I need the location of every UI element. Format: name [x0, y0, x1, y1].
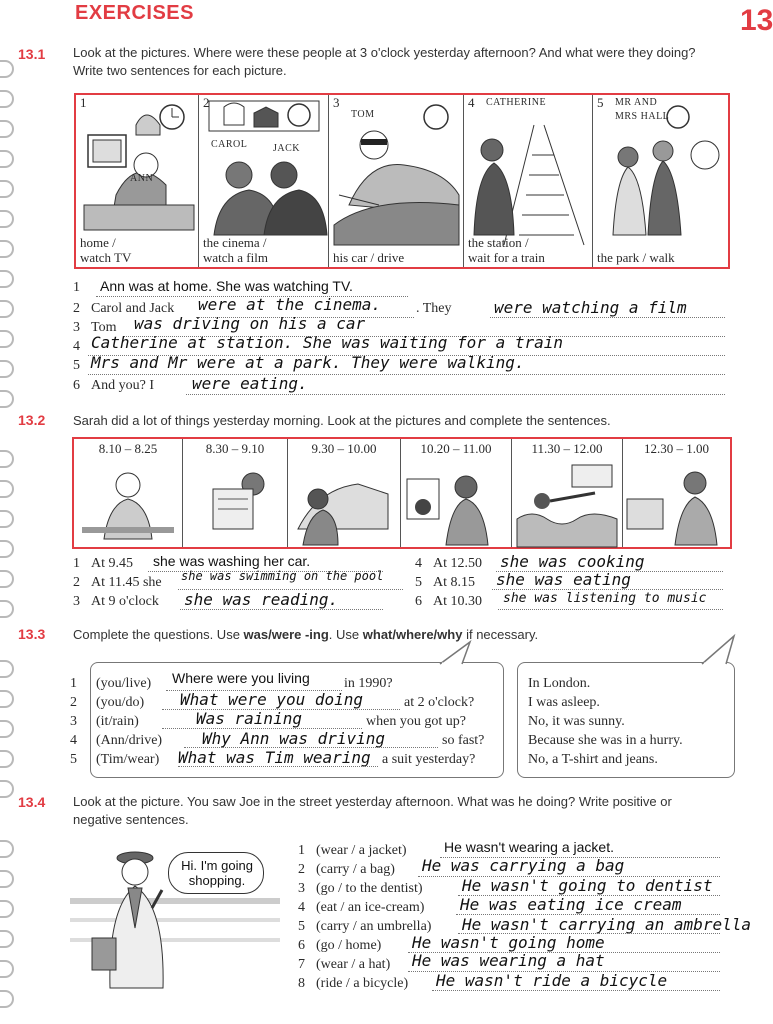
line-number: 4 — [298, 900, 305, 915]
reply-text: Because she was in a hurry. — [528, 733, 683, 748]
panel-caption: his car / drive — [333, 250, 405, 265]
panel-person-name: CATHERINE — [486, 97, 547, 108]
panel-person-name: TOM — [351, 109, 375, 120]
time-label: 10.20 – 11.00 — [420, 441, 492, 456]
line-number: 3 — [298, 881, 305, 896]
reply-text: I was asleep. — [528, 695, 600, 710]
panel-time-5 — [512, 439, 623, 547]
time-label: 9.30 – 10.00 — [311, 441, 377, 456]
cue-text: (carry / an umbrella) — [316, 919, 432, 934]
panel-time-4 — [401, 439, 512, 547]
line-number: 4 — [415, 556, 422, 571]
cue-text: (go / to the dentist) — [316, 881, 423, 896]
answer-text[interactable]: He wasn't ride a bicycle — [436, 971, 668, 990]
answer-text[interactable]: He was carrying a bag — [422, 856, 625, 875]
cue-text: (wear / a jacket) — [316, 843, 407, 858]
line-number: 7 — [298, 957, 305, 972]
line-number: 2 — [73, 301, 80, 316]
panel-station — [464, 95, 593, 267]
answer-text[interactable]: she was swimming on the pool — [181, 569, 384, 583]
panel-home — [76, 95, 199, 267]
example-answer: He wasn't wearing a jacket. — [444, 839, 614, 855]
panel-person-name: ANN — [130, 173, 154, 184]
question-end: at 2 o'clock? — [404, 695, 475, 710]
line-prompt: At 12.50 — [433, 556, 482, 571]
cue-text: (Ann/drive) — [96, 733, 163, 748]
page-heading: EXERCISES — [75, 2, 194, 24]
answer-text[interactable]: were eating. — [192, 374, 308, 393]
line-number: 8 — [298, 976, 305, 991]
line-number: 1 — [298, 843, 305, 858]
line-number: 5 — [298, 919, 305, 934]
answer-text[interactable]: were at the cinema. — [198, 295, 382, 314]
answer-text[interactable]: she was listening to music — [503, 591, 707, 606]
cue-text: (ride / a bicycle) — [316, 976, 409, 991]
line-prompt: At 9.45 — [91, 556, 133, 571]
line-number: 4 — [73, 339, 80, 354]
section-number-13-3: 13.3 — [18, 626, 46, 642]
line-number: 1 — [73, 280, 80, 295]
line-prompt: Tom — [91, 320, 117, 335]
time-label: 12.30 – 1.00 — [644, 441, 709, 456]
panel-caption: the cinema / watch a film — [203, 235, 268, 265]
answer-text[interactable]: was driving on his a car — [134, 314, 366, 333]
section-number-13-4: 13.4 — [18, 794, 46, 810]
cinema-illustration — [199, 95, 328, 235]
line-number: 1 — [70, 676, 77, 691]
question-end: when you got up? — [366, 714, 466, 729]
line-number: 6 — [415, 594, 422, 609]
reply-text: No, a T-shirt and jeans. — [528, 752, 658, 767]
example-answer: Where were you living — [172, 670, 310, 686]
panel-time-2 — [183, 439, 288, 547]
time-label: 8.10 – 8.25 — [98, 441, 158, 456]
speech-text: Hi. I'm going shopping. — [181, 858, 253, 888]
answer-text[interactable]: Why Ann was driving — [202, 729, 386, 748]
line-number: 2 — [298, 862, 305, 877]
time-label: 8.30 – 9.10 — [205, 441, 265, 456]
line-prompt: At 10.30 — [433, 594, 482, 609]
panel-number: 3 — [333, 95, 340, 110]
panel-caption: the station / wait for a train — [468, 235, 545, 265]
question-end: so fast? — [442, 733, 485, 748]
instruction-13-2: Sarah did a lot of things yesterday morning. Look at the pictures and complete the sentences. — [73, 413, 611, 428]
instruction-13-3: Complete the questions. Use was/were -ing. Use what/where/why if necessary. — [73, 627, 539, 642]
cue-text: (Tim/wear) — [96, 752, 160, 767]
line-number: 6 — [73, 378, 80, 393]
line-number: 4 — [70, 733, 77, 748]
cue-text: (go / home) — [316, 938, 382, 953]
answer-text[interactable]: He wasn't going to dentist — [462, 876, 713, 895]
panel-person-name: CAROL — [211, 139, 248, 150]
cue-text: (wear / a hat) — [316, 957, 391, 972]
cue-text: (eat / an ice-cream) — [316, 900, 425, 915]
section-number-13-1: 13.1 — [18, 46, 46, 62]
line-number: 3 — [73, 594, 80, 609]
example-answer: she was washing her car. — [153, 553, 311, 569]
panel-number: 4 — [468, 95, 475, 110]
answer-text[interactable]: she was cooking — [500, 552, 645, 571]
line-prompt: At 9 o'clock — [91, 594, 159, 609]
answer-text[interactable]: she was eating — [496, 570, 631, 589]
panel-number: 2 — [203, 95, 210, 110]
panel-time-1 — [74, 439, 183, 547]
question-end: a suit yesterday? — [382, 752, 476, 767]
answer-text[interactable]: Mrs and Mr were at a park. They were walking. — [91, 353, 525, 372]
section-number-13-2: 13.2 — [18, 412, 46, 428]
line-number: 5 — [73, 358, 80, 373]
line-number: 2 — [70, 695, 77, 710]
panel-number: 1 — [80, 95, 87, 110]
line-number: 2 — [73, 575, 80, 590]
answer-text[interactable]: He wasn't going home — [412, 933, 605, 952]
line-number: 6 — [298, 938, 305, 953]
reply-text: No, it was sunny. — [528, 714, 625, 729]
tv-illustration — [76, 95, 198, 235]
answer-text[interactable]: Catherine at station. She was waiting for a train — [91, 333, 564, 352]
time-label: 11.30 – 12.00 — [531, 441, 603, 456]
answer-text[interactable]: Was raining — [196, 709, 302, 728]
car-illustration — [329, 95, 463, 245]
answer-text-2[interactable]: were watching a film — [494, 298, 687, 317]
panel-car — [329, 95, 464, 267]
panel-person-name-2: MRS HALL — [615, 111, 670, 122]
line-prompt: Carol and Jack — [91, 301, 175, 316]
answer-text[interactable]: He was wearing a hat — [412, 951, 605, 970]
answer-text[interactable]: What was Tim wearing — [178, 748, 371, 767]
cue-text: (carry / a bag) — [316, 862, 395, 877]
panel-time-6 — [623, 439, 730, 547]
line-prompt: At 11.45 she — [91, 575, 162, 590]
answer-text[interactable]: she was reading. — [184, 590, 339, 609]
line-prompt: At 8.15 — [433, 575, 475, 590]
picture-strip-13-1 — [74, 93, 730, 269]
line-prompt-mid: . They — [416, 301, 452, 316]
cue-text: (you/do) — [96, 695, 145, 710]
answer-bubble-tail — [700, 636, 736, 666]
line-number: 3 — [70, 714, 77, 729]
panel-person-name: MR AND — [615, 97, 658, 108]
instruction-13-4: Look at the picture. You saw Joe in the street yesterday afternoon. What was he doing? Write positive or negative sentences. — [73, 794, 672, 827]
line-number: 5 — [70, 752, 77, 767]
question-end: in 1990? — [344, 676, 393, 691]
line-number: 3 — [73, 320, 80, 335]
panel-park — [593, 95, 728, 267]
cue-text: (you/live) — [96, 676, 152, 691]
picture-strip-13-2 — [72, 437, 732, 549]
line-number: 1 — [73, 556, 80, 571]
panel-caption: the park / walk — [597, 250, 675, 265]
line-prompt: And you? I — [91, 378, 154, 393]
line-number: 5 — [415, 575, 422, 590]
answer-text[interactable]: He was eating ice cream — [460, 895, 682, 914]
instruction-13-1: Look at the pictures. Where were these people at 3 o'clock yesterday afternoon? And what were they doing? Write two sentences for each picture. — [73, 45, 696, 78]
panel-person-name-2: JACK — [273, 143, 301, 154]
page-number: 13 — [740, 4, 773, 37]
question-bubble-tail — [440, 642, 480, 666]
panel-caption: home / watch TV — [80, 235, 132, 265]
panel-number: 5 — [597, 95, 604, 110]
cue-text: (it/rain) — [96, 714, 139, 729]
example-answer: Ann was at home. She was watching TV. — [100, 278, 353, 294]
answer-text[interactable]: What were you doing — [180, 690, 364, 709]
panel-time-3 — [288, 439, 401, 547]
panel-cinema — [199, 95, 329, 267]
reply-text: In London. — [528, 676, 591, 691]
station-illustration — [464, 95, 592, 245]
answer-text[interactable]: He wasn't carrying an ambrella — [462, 915, 751, 934]
